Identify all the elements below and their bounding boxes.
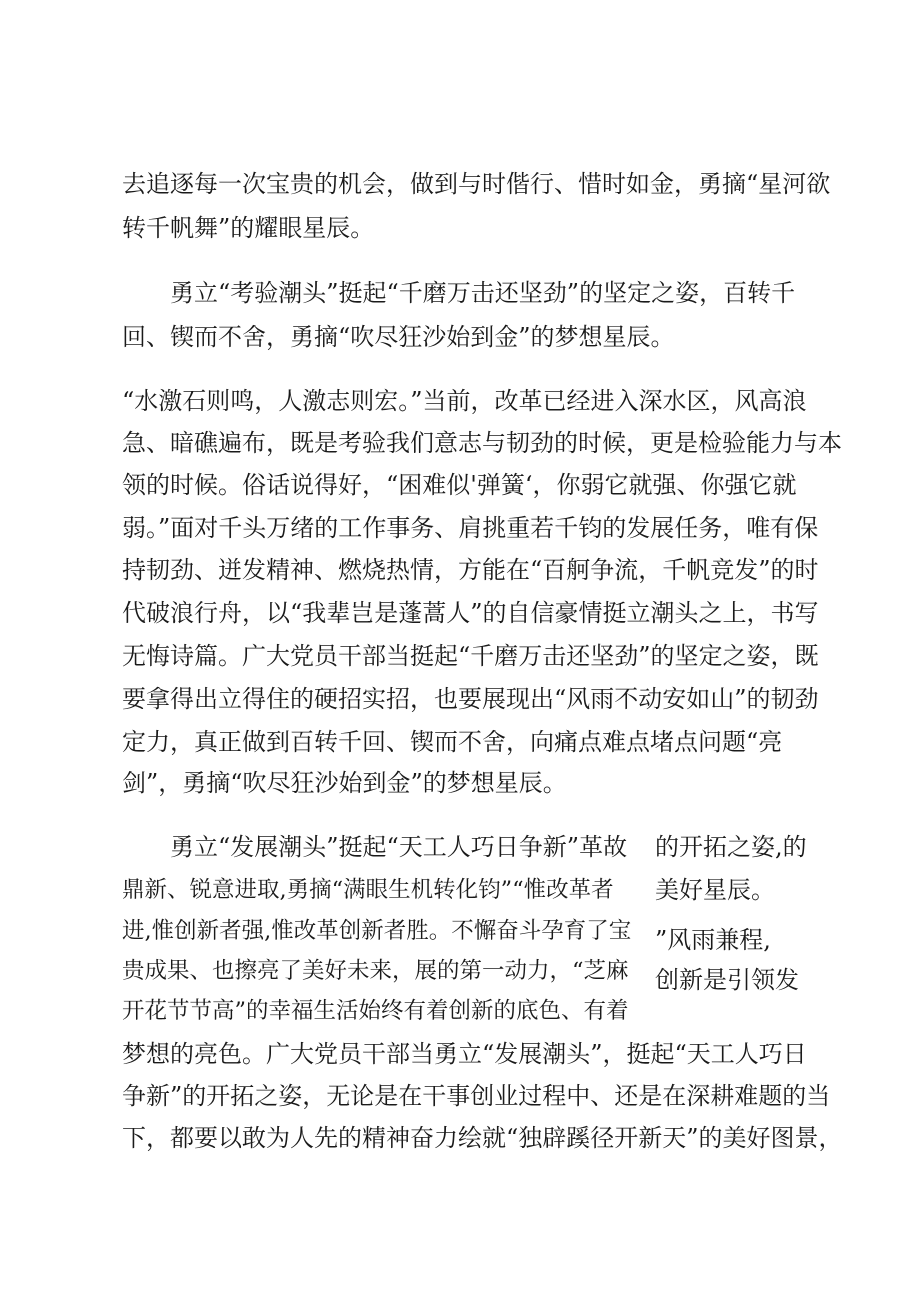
text-line: 贵成果、也擦亮了美好未来，展的第一动力，“芝麻 (122, 958, 629, 984)
text-line: 勇立“考验潮头”挺起“千磨万击还坚劲”的坚定之姿，百转千 (170, 279, 796, 307)
text-line: 定力，真正做到百转千回、锲而不舍，向痛点难点堵点问题“亮 (122, 728, 783, 756)
text-line: 去追逐每一次宝贵的机会，做到与时偕行、惜时如金，勇摘“星河欲 (122, 170, 831, 198)
text-line: 无悔诗篇。广大党员干部当挺起“千磨万击还坚劲”的坚定之姿，既 (122, 642, 819, 670)
text-line: 剑”，勇摘“吹尽狂沙始到金”的梦想星辰。 (122, 769, 567, 797)
side-text-line: ”风雨兼程, (655, 926, 771, 954)
text-line: 进,惟创新者强,惟改革创新者胜。不懈奋斗孕育了宝 (122, 918, 632, 944)
text-line: 梦想的亮色。广大党员干部当勇立“发展潮头”，挺起“天工人巧日 (122, 1040, 807, 1068)
text-line: 弱。”面对千头万绪的工作事务、肩挑重若千钧的发展任务，唯有保 (122, 514, 819, 542)
side-text-line: 创新是引领发 (655, 966, 799, 994)
text-line: 领的时候。俗话说得好，“困难似'弹簧‘，你弱它就强、你强它就 (122, 471, 797, 499)
text-line: 回、锲而不舍，勇摘“吹尽狂沙始到金”的梦想星辰。 (122, 323, 675, 351)
text-line: 勇立“发展潮头”挺起“天工人巧日争新”革故 (170, 833, 628, 861)
side-text-line: 的开拓之姿,的 (655, 833, 807, 861)
text-line: 代破浪行舟，以“我辈岂是蓬蒿人”的自信豪情挺立潮头之上，书写 (122, 599, 819, 627)
text-line: 下，都要以敢为人先的精神奋力绘就“独辟蹊径开新天”的美好图景， (122, 1124, 843, 1152)
text-line: 争新”的开拓之姿，无论是在干事创业过程中、还是在深耕难题的当 (122, 1082, 831, 1110)
text-line: 要拿得出立得住的硬招实招，也要展现出“风雨不动安如山”的韧劲 (122, 685, 819, 713)
text-line: 开花节节高”的幸福生活始终有着创新的底色、有着 (122, 998, 629, 1024)
text-line: 急、暗礁遍布，既是考验我们意志与韧劲的时候，更是检验能力与本 (122, 429, 842, 457)
text-line: 转千帆舞”的耀眼星辰。 (122, 214, 375, 242)
text-line: “水激石则鸣，人激志则宏。”当前，改革已经进入深水区，风高浪 (122, 387, 807, 415)
side-text-line: 美好星辰。 (655, 876, 775, 904)
text-line: 持韧劲、迸发精神、燃烧热情，方能在“百舸争流，千帆竞发”的时 (122, 556, 819, 584)
text-line: 鼎新、锐意进取,勇摘“满眼生机转化钧”“惟改革者 (122, 877, 614, 903)
